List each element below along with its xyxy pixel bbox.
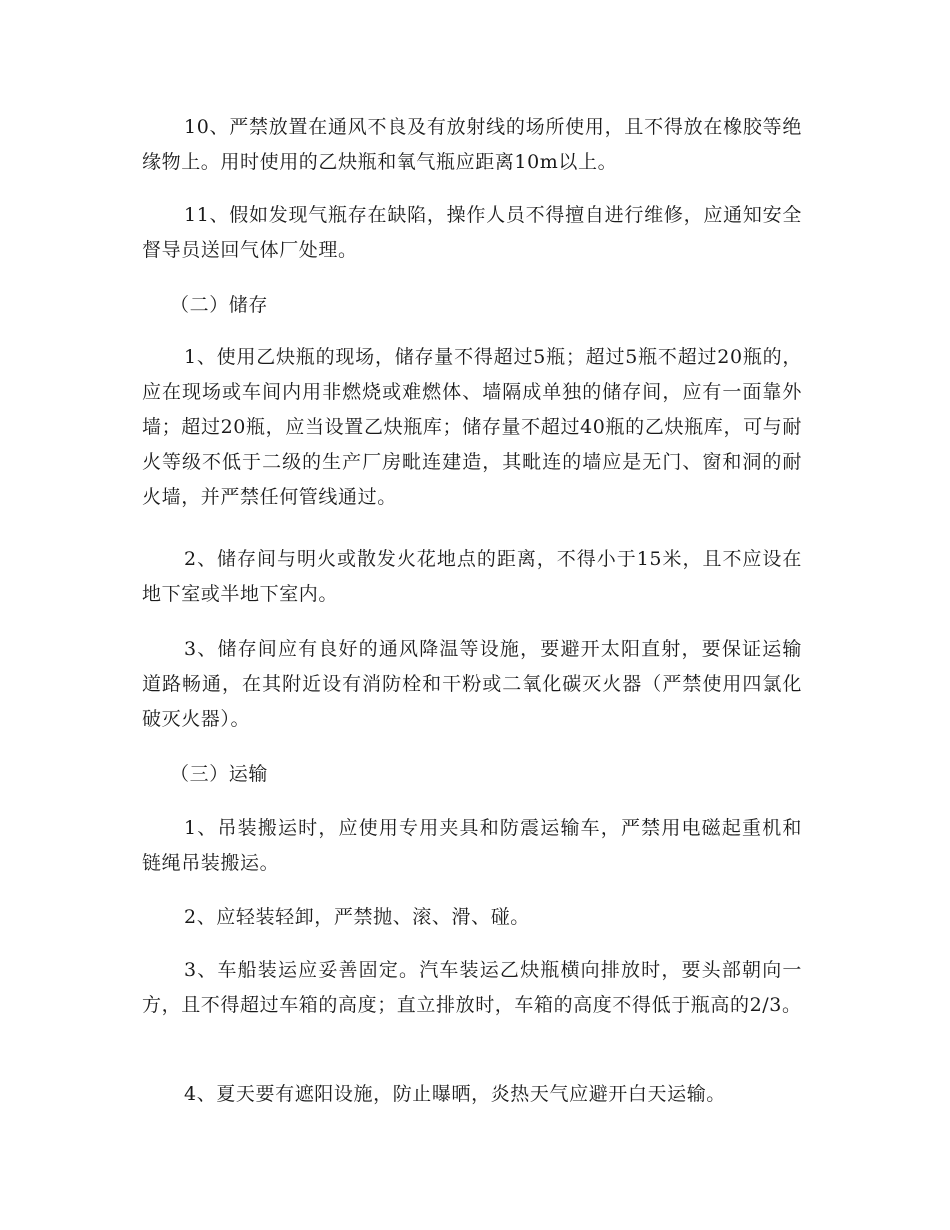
- section-heading-storage: （二）储存: [170, 294, 269, 316]
- storage-item-3: 3、储存间应有良好的通风降温等设施，要避开太阳直射，要保证运输道路畅通，在其附近设有消防栓和干粉或二氧化碳灭火器（严禁使用四氯化破灭火器）。: [142, 638, 802, 730]
- transport-item-2: 2、应轻装轻卸，严禁抛、滚、滑、碰。: [184, 906, 530, 928]
- transport-item-1: 1、吊装搬运时，应使用专用夹具和防震运输车，严禁用电磁起重机和链绳吊装搬运。: [142, 817, 802, 874]
- paragraph-item-10: 10、严禁放置在通风不良及有放射线的场所使用，且不得放在橡胶等绝缘物上。用时使用的乙炔瓶和氧气瓶应距离10m以上。: [142, 116, 802, 173]
- transport-item-3: 3、车船装运应妥善固定。汽车装运乙炔瓶横向排放时，要头部朝向一方，且不得超过车箱的高度；直立排放时，车箱的高度不得低于瓶高的2/3。: [142, 959, 802, 1016]
- section-heading-transport: （三）运输: [170, 763, 269, 785]
- storage-item-1: 1、使用乙炔瓶的现场，储存量不得超过5瓶；超过5瓶不超过20瓶的，应在现场或车间内用非燃烧或难燃体、墙隔成单独的储存间，应有一面靠外墙；超过20瓶，应当设置乙炔瓶库；储存量不超过40瓶的乙炔瓶库，可与耐火等级不低于二级的生产厂房毗连建造，其毗连的墙应是无门、窗和洞的耐火墙，并严禁任何管线通过。: [142, 346, 802, 508]
- storage-item-2: 2、储存间与明火或散发火花地点的距离，不得小于15米，且不应设在地下室或半地下室内。: [142, 548, 802, 605]
- paragraph-item-11: 11、假如发现气瓶存在缺陷，操作人员不得擅自进行维修，应通知安全督导员送回气体厂处理。: [142, 204, 802, 261]
- transport-item-4: 4、夏天要有遮阳设施，防止曝晒，炎热天气应避开白天运输。: [184, 1083, 726, 1105]
